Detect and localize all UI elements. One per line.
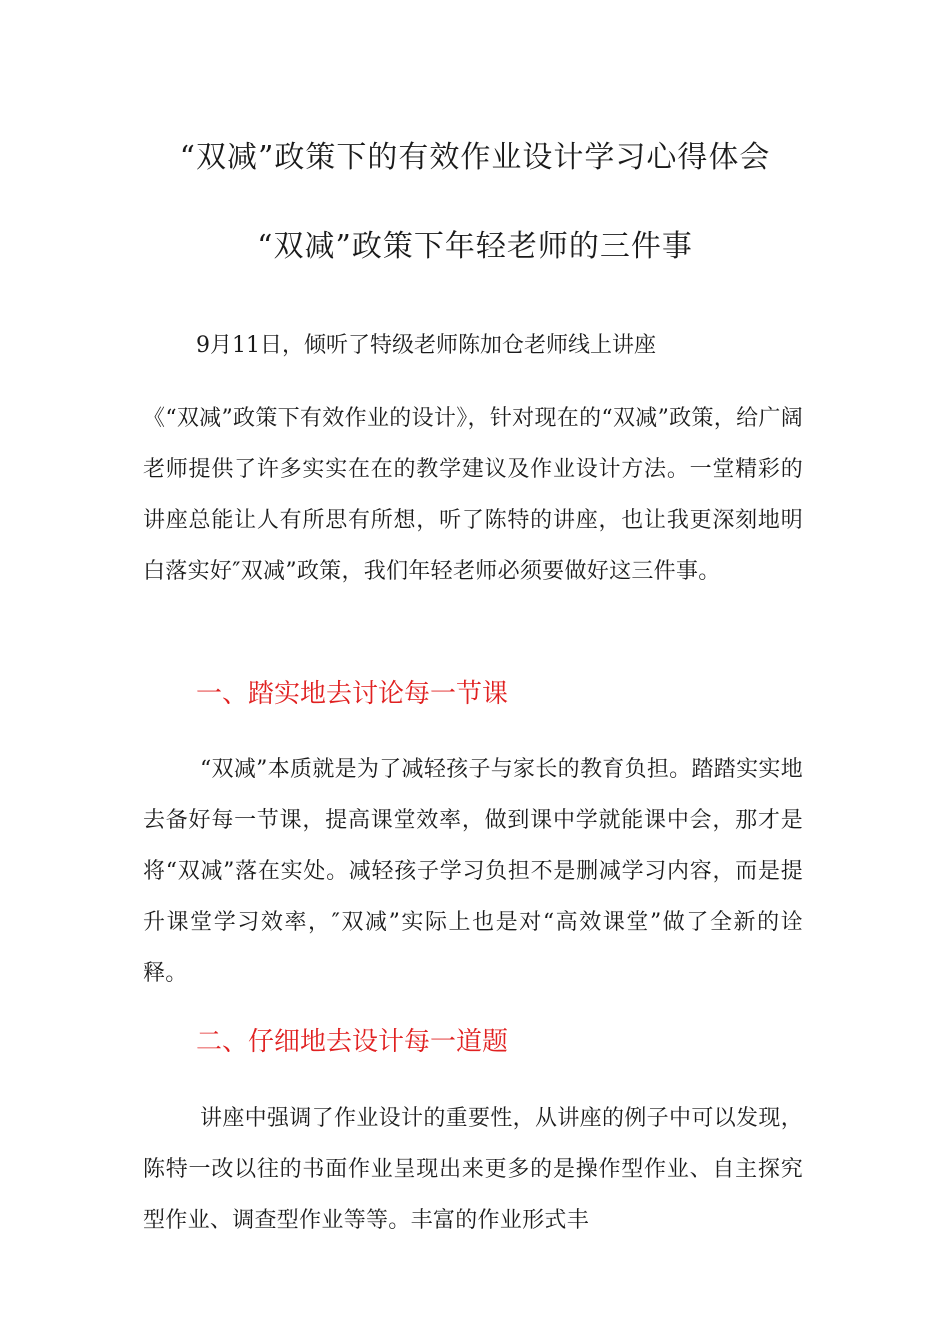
section-heading-2: 二、仔细地去设计每一道题 (196, 1027, 509, 1057)
document-title: “双减”政策下的有效作业设计学习心得体会 (179, 140, 771, 175)
lead-line: 9月11日，倾听了特级老师陈加仓老师线上讲座 (196, 333, 656, 358)
section-paragraph-2: 讲座中强调了作业设计的重要性，从讲座的例子中可以发现，陈特一改以往的书面作业呈现出来更多的是操作型作业、自主探究型作业、调查型作业等等。丰富的作业形式丰 (143, 1106, 803, 1233)
section-paragraph-1: “双减”本质就是为了减轻孩子与家长的教育负担。踏踏实实地去备好每一节课，提高课堂效率，做到课中学就能课中会，那才是将“双减”落在实处。减轻孩子学习负担不是删减学习内容，而是提升课堂学习效率，″双减”实际上也是对“高效课堂”做了全新的诠释。 (143, 757, 803, 986)
section-heading-1: 一、踏实地去讨论每一节课 (196, 679, 509, 709)
intro-paragraph: 《“双减”政策下有效作业的设计》，针对现在的“双减”政策，给广阔老师提供了许多实实在在的教学建议及作业设计方法。一堂精彩的讲座总能让人有所思有所想，听了陈特的讲座，也让我更深刻地明白落实好″双减”政策，我们年轻老师必须要做好这三件事。 (143, 406, 803, 584)
document-subtitle: “双减”政策下年轻老师的三件事 (257, 229, 693, 264)
